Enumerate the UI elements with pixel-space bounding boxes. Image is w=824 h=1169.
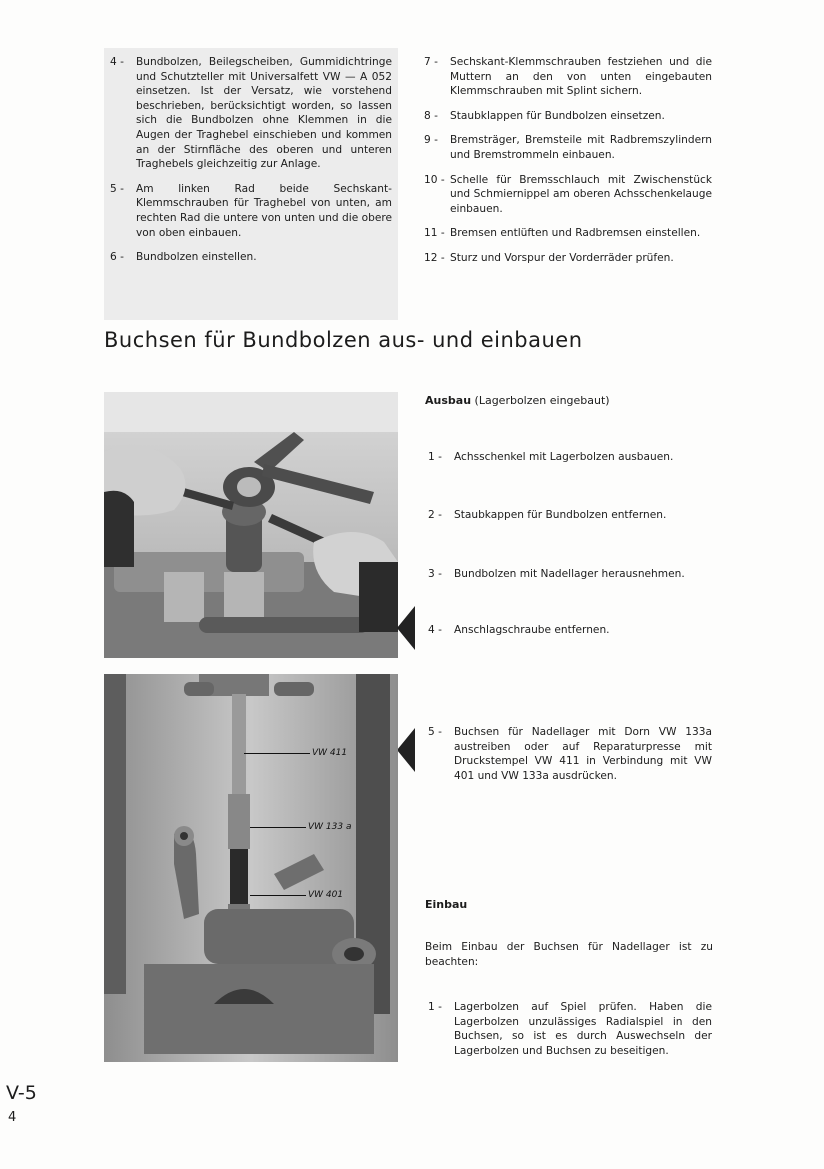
list-item — [110, 55, 392, 172]
ausbau-heading-title: Ausbau — [425, 394, 472, 407]
step-number: 3 - — [428, 568, 442, 580]
einbau-heading — [425, 898, 467, 911]
step-text: Anschlagschraube entfernen. — [454, 624, 610, 636]
ausbau-heading-note: (Lagerbolzen eingebaut) — [474, 394, 610, 407]
step-number: 2 - — [428, 509, 442, 521]
list-item — [424, 133, 712, 162]
leader-line — [250, 895, 306, 896]
step-text: Bundbolzen, Beilegscheiben, Gummidichtringe und Schutzteller mit Universalfett VW — A 052 einsetzen. Ist der Versatz, wie vorstehend beschrieben, berücksichtigt worden, so lassen sich die Bundbolzen ohne Klemmen in die Augen der Traghebel einschieben und kommen an der Stirnfläche des oberen und unteren Traghebels gleichzeitig zur Anlage. — [136, 56, 392, 171]
list-item — [428, 725, 712, 783]
step-number: 11 - — [424, 227, 445, 240]
page-number: 4 — [8, 1110, 17, 1125]
step-number: 7 - — [424, 56, 438, 68]
step-text: Buchsen für Nadellager mit Dorn VW 133a austreiben oder auf Reparaturpresse mit Druckstempel VW 411 in Verbindung mit VW 401 und VW 133a ausdrücken. — [454, 726, 712, 782]
list-item — [424, 226, 712, 241]
tool-label-vw411: VW 411 — [312, 748, 348, 758]
list-item — [428, 567, 712, 582]
step-text: Staubklappen für Bundbolzen einsetzen. — [450, 109, 665, 122]
leader-line — [250, 827, 306, 828]
step-text: Lagerbolzen auf Spiel prüfen. Haben die Lagerbolzen unzulässiges Radialspiel in den Buchsen, so ist es durch Auswechseln der Lagerbolzen und Buchsen zu beseitigen. — [454, 1001, 712, 1057]
step-text: Bundbolzen einstellen. — [136, 251, 257, 264]
tool-label-vw133a: VW 133 a — [308, 822, 352, 832]
step-number: 10 - — [424, 173, 445, 186]
list-item — [428, 508, 712, 523]
tool-label-vw401: VW 401 — [308, 890, 344, 900]
ausbau-heading — [425, 394, 610, 407]
top-left-step-list — [110, 55, 392, 275]
step-number: 8 - — [424, 109, 438, 122]
step-text: Schelle für Bremsschlauch mit Zwischenstück und Schmiernippel am oberen Achsschenkelauge einbauen. — [450, 173, 712, 215]
step-number: 1 - — [428, 451, 442, 463]
section-code: V-5 — [6, 1082, 37, 1104]
step-number: 4 - — [110, 56, 124, 68]
photo-press-tools — [104, 674, 398, 1062]
step-text: Sechskant-Klemmschrauben festziehen und die Muttern an den von unten eingebauten Klemmschrauben mit Splint sichern. — [450, 56, 712, 98]
list-item — [110, 182, 392, 240]
step-number: 12 - — [424, 251, 445, 264]
step-number: 5 - — [428, 726, 442, 738]
step-text: Achsschenkel mit Lagerbolzen ausbauen. — [454, 451, 674, 463]
step-text: Bundbolzen mit Nadellager herausnehmen. — [454, 568, 685, 580]
list-item — [428, 1000, 712, 1058]
step-number: 1 - — [428, 1001, 442, 1013]
leader-line — [244, 753, 310, 754]
list-item — [110, 250, 392, 265]
list-item — [424, 173, 712, 217]
photo-illustration — [104, 674, 398, 1062]
einbau-intro: Beim Einbau der Buchsen für Nadellager ist zu beachten: — [425, 941, 713, 968]
photo-wrench-on-stub-axle — [104, 392, 398, 658]
pointer-arrow-icon — [397, 606, 415, 650]
step-number: 9 - — [424, 134, 438, 147]
step-text: Sturz und Vorspur der Vorderräder prüfen. — [450, 251, 674, 264]
einbau-heading-title: Einbau — [425, 898, 468, 911]
step-text: Bremsträger, Bremsteile mit Radbremszylindern und Bremstrommeln einbauen. — [450, 134, 712, 161]
step-text: Bremsen entlüften und Radbremsen einstellen. — [450, 227, 701, 240]
list-item — [424, 109, 712, 124]
step-text: Staubkappen für Bundbolzen entfernen. — [454, 509, 667, 521]
pointer-arrow-icon — [397, 728, 415, 772]
step-text: Am linken Rad beide Sechskant-Klemmschrauben für Traghebel von unten, am rechten Rad die untere von unten und die obere von oben einbauen. — [136, 182, 392, 239]
list-item — [424, 55, 712, 99]
photo-illustration — [104, 392, 398, 658]
step-number: 5 - — [110, 182, 124, 195]
step-number: 6 - — [110, 251, 124, 264]
top-right-step-list — [424, 55, 712, 276]
list-item — [428, 623, 712, 638]
list-item — [428, 450, 712, 465]
list-item — [424, 251, 712, 266]
step-number: 4 - — [428, 624, 442, 636]
section-title: Buchsen für Bundbolzen aus- und einbauen — [104, 328, 583, 352]
